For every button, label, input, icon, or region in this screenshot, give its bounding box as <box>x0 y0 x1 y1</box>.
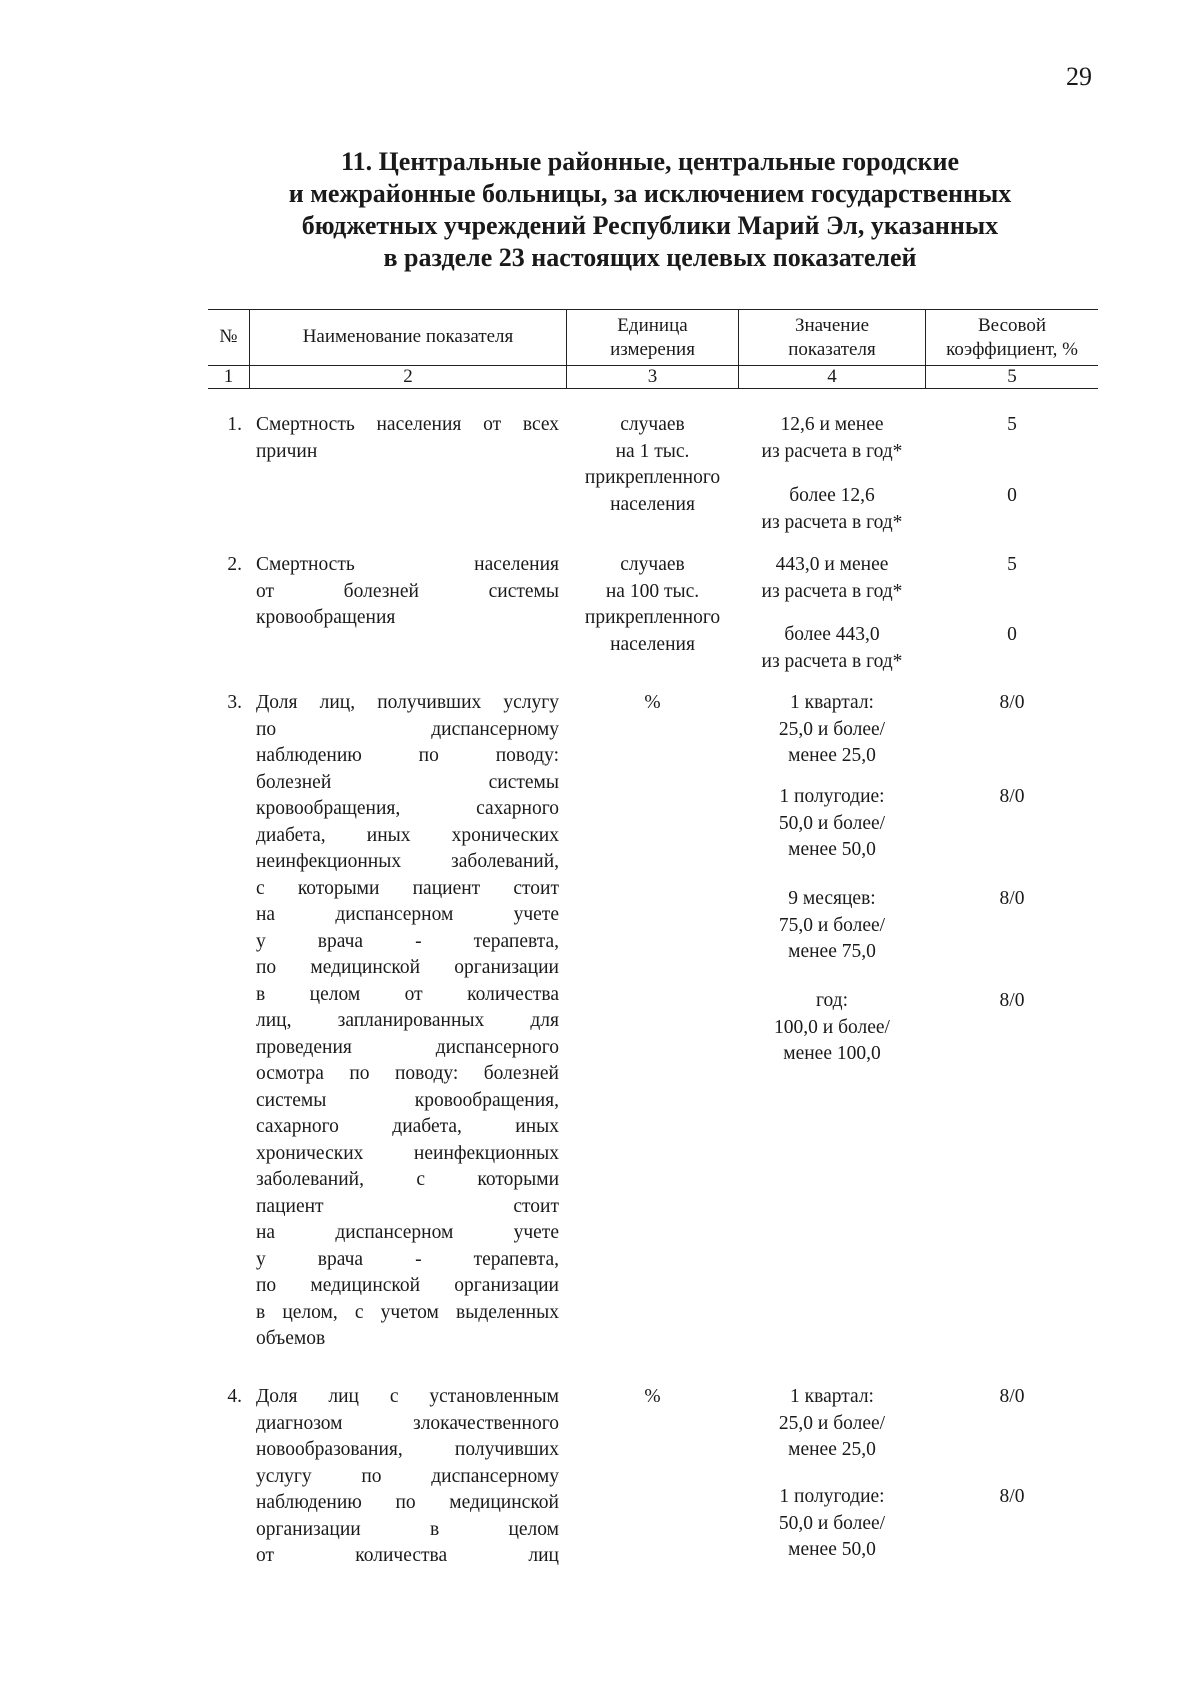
header-indicator-name: Наименование показателя <box>302 326 514 347</box>
weight-coefficient: 8/0 <box>999 786 1025 807</box>
indicator-value: более 443,0 из расчета в год* <box>761 624 903 672</box>
indicator-name: Смертность населения от болезней системы кровообращения <box>256 554 559 628</box>
indicator-value: 1 полугодие: 50,0 и более/ менее 50,0 <box>778 1486 886 1560</box>
weight-coefficient: 0 <box>1007 624 1017 645</box>
weight-coefficient: 8/0 <box>999 1486 1025 1507</box>
indicator-value: более 12,6 из расчета в год* <box>761 485 903 533</box>
page-number: 29 <box>1066 62 1092 91</box>
indicator-name: Доля лиц, получивших услугу по диспансерному наблюдению по поводу: болезней системы кровообращения, сахарного диабета, иных хронических неинфекционных заболеваний, с которыми пациент стоит на диспансерном учете у врача - терапевта, по медицинской организации в целом от количества лиц, запланированных для проведения диспансерного осмотра по поводу: болезней системы кровообращения, сахарного диабета, иных хронических неинфекционных заболеваний, с которыми пациент стоит на диспансерном учете у врача - терапевта, по медицинской организации в целом, с учетом выделенных объемов <box>256 692 559 1349</box>
header-unit: Единица измерения <box>610 315 695 360</box>
indicator-value: 1 квартал: 25,0 и более/ менее 25,0 <box>778 1386 886 1460</box>
title-line: бюджетных учреждений Республики Марий Эл, указанных <box>301 211 999 240</box>
title-line: в разделе 23 настоящих целевых показателей <box>383 243 917 272</box>
indicator-value: 1 квартал: 25,0 и более/ менее 25,0 <box>778 692 886 766</box>
header-bottom-rule <box>208 388 1098 389</box>
column-number: 3 <box>647 366 658 387</box>
weight-coefficient: 8/0 <box>999 692 1025 713</box>
row-number: 2. <box>227 554 242 575</box>
indicator-value: 1 полугодие: 50,0 и более/ менее 50,0 <box>778 786 886 860</box>
row-number: 4. <box>227 1386 242 1407</box>
indicator-value: год: 100,0 и более/ менее 100,0 <box>774 990 890 1064</box>
weight-coefficient: 5 <box>1007 554 1017 575</box>
weight-coefficient: 8/0 <box>999 1386 1025 1407</box>
title-line: и межрайонные больницы, за исключением государственных <box>288 179 1012 208</box>
header-value: Значение показателя <box>788 315 876 360</box>
section-title <box>200 146 1100 274</box>
weight-coefficient: 0 <box>1007 485 1017 506</box>
header-weight: Весовой коэффициент, % <box>946 315 1078 360</box>
unit-of-measure: случаев на 1 тыс. прикрепленного населения <box>584 414 721 515</box>
indicator-value: 9 месяцев: 75,0 и более/ менее 75,0 <box>778 888 886 962</box>
column-number: 4 <box>827 366 837 387</box>
row-number: 1. <box>227 414 242 435</box>
unit-of-measure: случаев на 100 тыс. прикрепленного населения <box>584 554 721 655</box>
indicator-value: 443,0 и менее из расчета в год* <box>761 554 903 602</box>
indicator-name: Смертность населения от всех причин <box>256 414 559 462</box>
column-number: 5 <box>1007 366 1017 387</box>
unit-of-measure: % <box>644 1386 661 1407</box>
title-line: 11. Центральные районные, центральные городские <box>341 147 959 176</box>
row-number: 3. <box>227 692 242 713</box>
weight-coefficient: 8/0 <box>999 990 1025 1011</box>
table-top-rule <box>208 309 1098 310</box>
column-number: 2 <box>403 366 413 387</box>
weight-coefficient: 5 <box>1007 414 1017 435</box>
column-number: 1 <box>223 366 234 387</box>
indicator-name: Доля лиц с установленным диагнозом злокачественного новообразования, получивших услугу по диспансерному наблюдению по медицинской организации в целом от количества лиц <box>256 1386 559 1566</box>
indicator-value: 12,6 и менее из расчета в год* <box>761 414 903 462</box>
header-number: № <box>219 326 238 347</box>
unit-of-measure: % <box>644 692 661 713</box>
weight-coefficient: 8/0 <box>999 888 1025 909</box>
